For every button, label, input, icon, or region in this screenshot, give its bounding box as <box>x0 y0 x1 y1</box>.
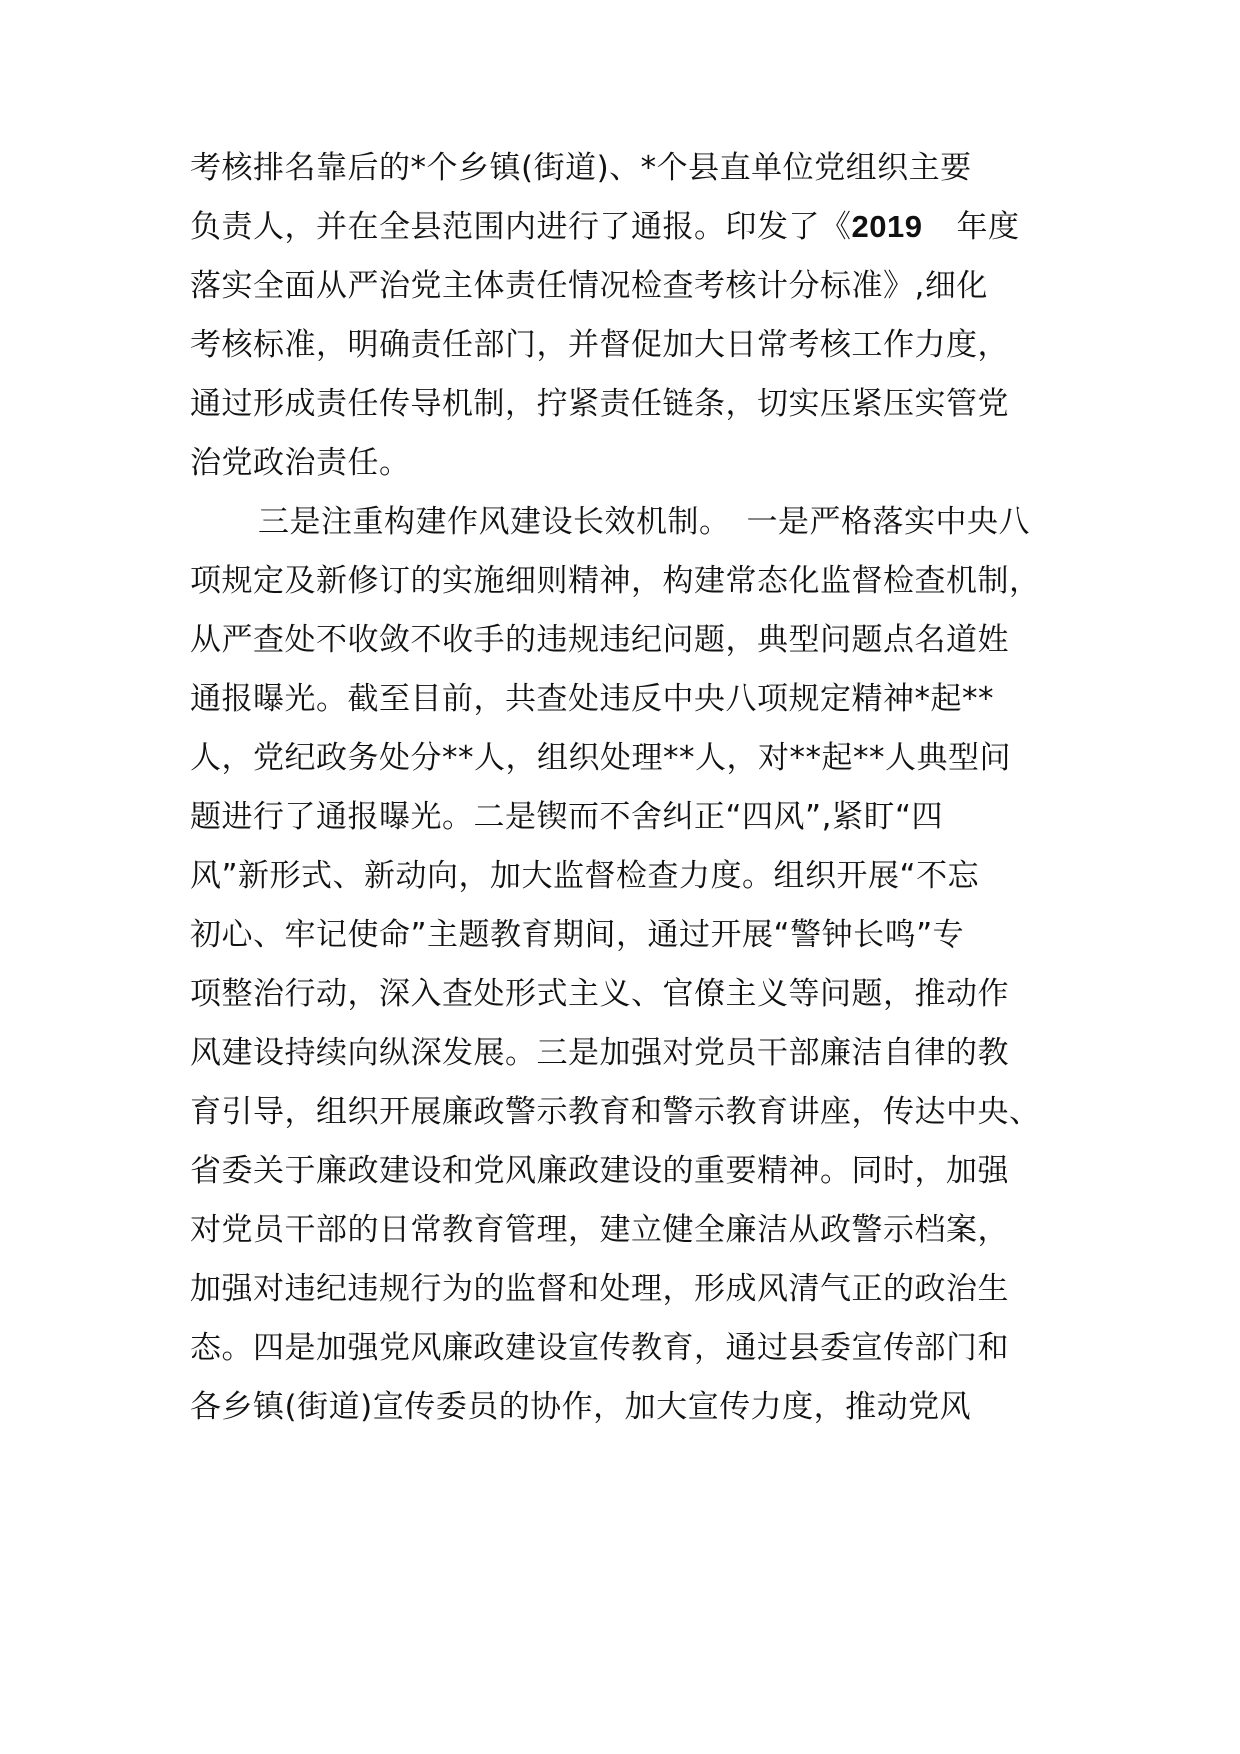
text-line: 风”新形式、新动向，加大监督检查力度。组织开展“不忘 <box>190 858 980 894</box>
text-line: 考核排名靠后的*个乡镇(街道)、*个县直单位党组织主要 <box>190 150 972 186</box>
text-line: 各乡镇(街道)宣传委员的协作，加大宣传力度，推动党风 <box>190 1389 972 1425</box>
text-line: 风建设持续向纵深发展。三是加强对党员干部廉洁自律的教 <box>190 1035 1009 1071</box>
text-line: 态。四是加强党风廉政建设宣传教育，通过县委宣传部门和 <box>190 1330 1009 1366</box>
text-line: 省委关于廉政建设和党风廉政建设的重要精神。同时，加强 <box>190 1153 1009 1189</box>
text-line: 题进行了通报曝光。二是锲而不舍纠正“四风”,紧盯“四 <box>190 799 944 835</box>
text-line: 加强对违纪违规行为的监督和处理，形成风清气正的政治生 <box>190 1271 1009 1307</box>
text-line: 育引导，组织开展廉政警示教育和警示教育讲座，传达中央、 <box>190 1094 1041 1130</box>
text-line: 初心、牢记使命”主题教育期间，通过开展“警钟长鸣”专 <box>190 917 965 953</box>
text-segment: 负责人，并在全县范围内进行了通报。印发了《 <box>190 209 852 245</box>
text-line: 治党政治责任。 <box>190 445 411 481</box>
year-text: 2019 <box>851 209 923 244</box>
text-line: 落实全面从严治党主体责任情况检查考核计分标准》,细化 <box>190 268 988 304</box>
text-line: 项整治行动，深入查处形式主义、官僚主义等问题，推动作 <box>190 976 1009 1012</box>
text-line: 项规定及新修订的实施细则精神，构建常态化监督检查机制， <box>190 563 1041 599</box>
text-line: 对党员干部的日常教育管理，建立健全廉洁从政警示档案， <box>190 1212 1009 1248</box>
text-segment: 年度 <box>956 209 1020 245</box>
text-line: 考核标准，明确责任部门，并督促加大日常考核工作力度， <box>190 327 1009 363</box>
text-line: 通报曝光。截至目前，共查处违反中央八项规定精神*起** <box>190 681 994 717</box>
text-line <box>190 207 1019 247</box>
text-line: 通过形成责任传导机制，拧紧责任链条，切实压紧压实管党 <box>190 386 1009 422</box>
text-line: 人，党纪政务处分**人，组织处理**人，对**起**人典型问 <box>190 740 1011 776</box>
text-line: 三是注重构建作风建设长效机制。 一是严格落实中央八 <box>258 504 1030 540</box>
text-line: 从严查处不收敛不收手的违规违纪问题，典型问题点名道姓 <box>190 622 1009 658</box>
